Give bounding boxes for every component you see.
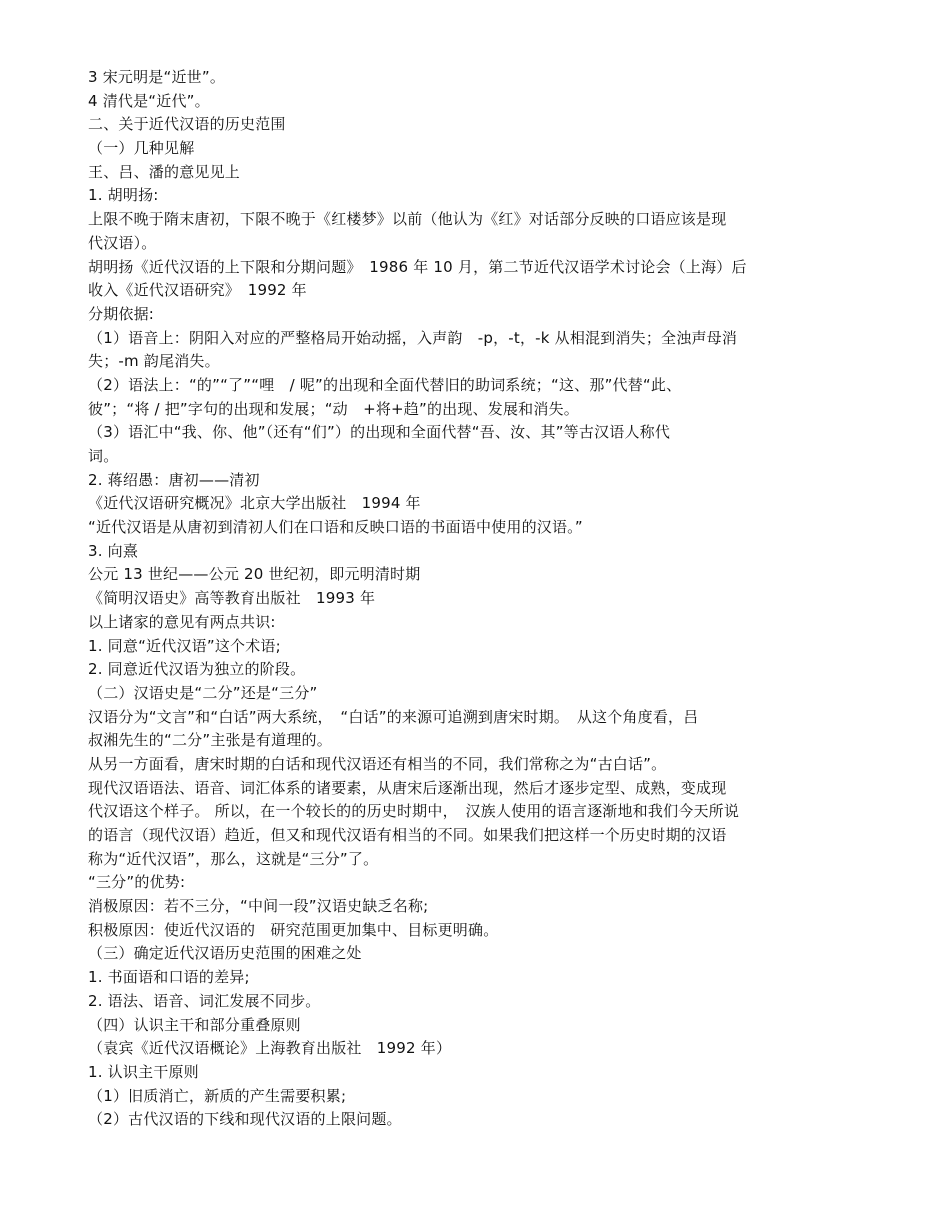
text-line: 现代汉语语法、语音、词汇体系的诸要素，从唐宋后逐渐出现，然后才逐步定型、成熟，变成现 [88, 778, 727, 797]
text-line: 代汉语这个样子。 所以，在一个较长的的历史时期中， 汉族人使用的语言逐渐地和我们今天所说 [88, 802, 740, 821]
text-line: 收入《近代汉语研究》 1992 年 [88, 281, 307, 300]
text-line: 胡明扬《近代汉语的上下限和分期问题》 1986 年 10 月，第二节近代汉语学术讨论会（上海）后 [88, 257, 747, 276]
text-line: 《近代汉语研究概况》北京大学出版社 1994 年 [88, 494, 421, 513]
document-body [88, 66, 863, 1132]
text-line: 消极原因：若不三分，“中间一段”汉语史缺乏名称; [88, 897, 429, 916]
text-line: 1. 书面语和口语的差异; [88, 968, 250, 987]
text-line: （2）古代汉语的下线和现代汉语的上限问题。 [88, 1110, 402, 1129]
text-line: 《简明汉语史》高等教育出版社 1993 年 [88, 589, 376, 608]
text-line: 王、吕、潘的意见见上 [88, 162, 241, 181]
text-line: 公元 13 世纪——公元 20 世纪初，即元明清时期 [88, 565, 421, 584]
text-line: 积极原因：使近代汉语的 研究范围更加集中、目标更明确。 [88, 920, 499, 939]
section-heading: 二、关于近代汉语的历史范围 [88, 115, 286, 134]
text-line: 2. 蒋绍愚：唐初——清初 [88, 470, 260, 489]
subsection-heading: （一）几种见解 [88, 139, 195, 158]
text-line: （1）语音上：阴阳入对应的严整格局开始动摇，入声韵 -p，-t，-k 从相混到消失；全浊声母消 [88, 328, 738, 347]
text-line: 称为“近代汉语”，那么，这就是“三分”了。 [88, 849, 379, 868]
text-line: 1. 同意“近代汉语”这个术语; [88, 636, 281, 655]
text-line: “近代汉语是从唐初到清初人们在口语和反映口语的书面语中使用的汉语。” [88, 518, 583, 537]
text-line: 2. 同意近代汉语为独立的阶段。 [88, 660, 306, 679]
text-line: 从另一方面看，唐宋时期的白话和现代汉语还有相当的不同，我们常称之为“古白话”。 [88, 754, 667, 773]
text-line: 2. 语法、语音、词汇发展不同步。 [88, 991, 321, 1010]
text-line: 叔湘先生的“二分”主张是有道理的。 [88, 731, 332, 750]
text-line: 的语言（现代汉语）趋近，但又和现代汉语有相当的不同。如果我们把这样一个历史时期的汉语 [88, 826, 727, 844]
text-line: 上限不晚于隋末唐初，下限不晚于《红楼梦》以前（他认为《红》对话部分反映的口语应该是现 [88, 210, 727, 229]
text-line: 1. 认识主干原则 [88, 1062, 199, 1081]
text-line: 1. 胡明扬: [88, 186, 159, 205]
text-line: 彼”；“将 / 把”字句的出现和发展；“动 +将+趋”的出现、发展和消失。 [88, 399, 579, 418]
text-line: 分期依据: [88, 304, 155, 323]
text-line: 代汉语）。 [88, 233, 157, 252]
text-line: 失；-m 韵尾消失。 [88, 352, 220, 371]
subsection-heading: （二）汉语史是“二分”还是“三分” [88, 683, 318, 702]
text-line: 4 清代是“近代”。 [88, 91, 210, 110]
text-line: 以上诸家的意见有两点共识: [88, 612, 276, 631]
subsection-heading: （四）认识主干和部分重叠原则 [88, 1015, 301, 1034]
text-line: （1）旧质消亡，新质的产生需要积累; [88, 1086, 347, 1105]
text-line: 3 宋元明是“近世”。 [88, 68, 226, 86]
text-line: 词。 [88, 447, 119, 465]
text-line: （袁宾《近代汉语概论》上海教育出版社 1992 年） [88, 1039, 452, 1058]
text-line: （3）语汇中“我、你、他”（还有“们”）的出现和全面代替“吾、汝、其”等古汉语人称代 [88, 423, 671, 442]
text-line: （2）语法上：“的”“了”“哩 / 呢”的出现和全面代替旧的助词系统；“这、那”代替“此、 [88, 375, 682, 394]
text-line: 汉语分为“文言”和“白话”两大系统， “白话”的来源可追溯到唐宋时期。 从这个角度看，吕 [88, 707, 699, 726]
subsection-heading: （三）确定近代汉语历史范围的困难之处 [88, 944, 362, 963]
text-line: 3. 向熹 [88, 541, 139, 560]
text-line: “三分”的优势: [88, 873, 186, 892]
